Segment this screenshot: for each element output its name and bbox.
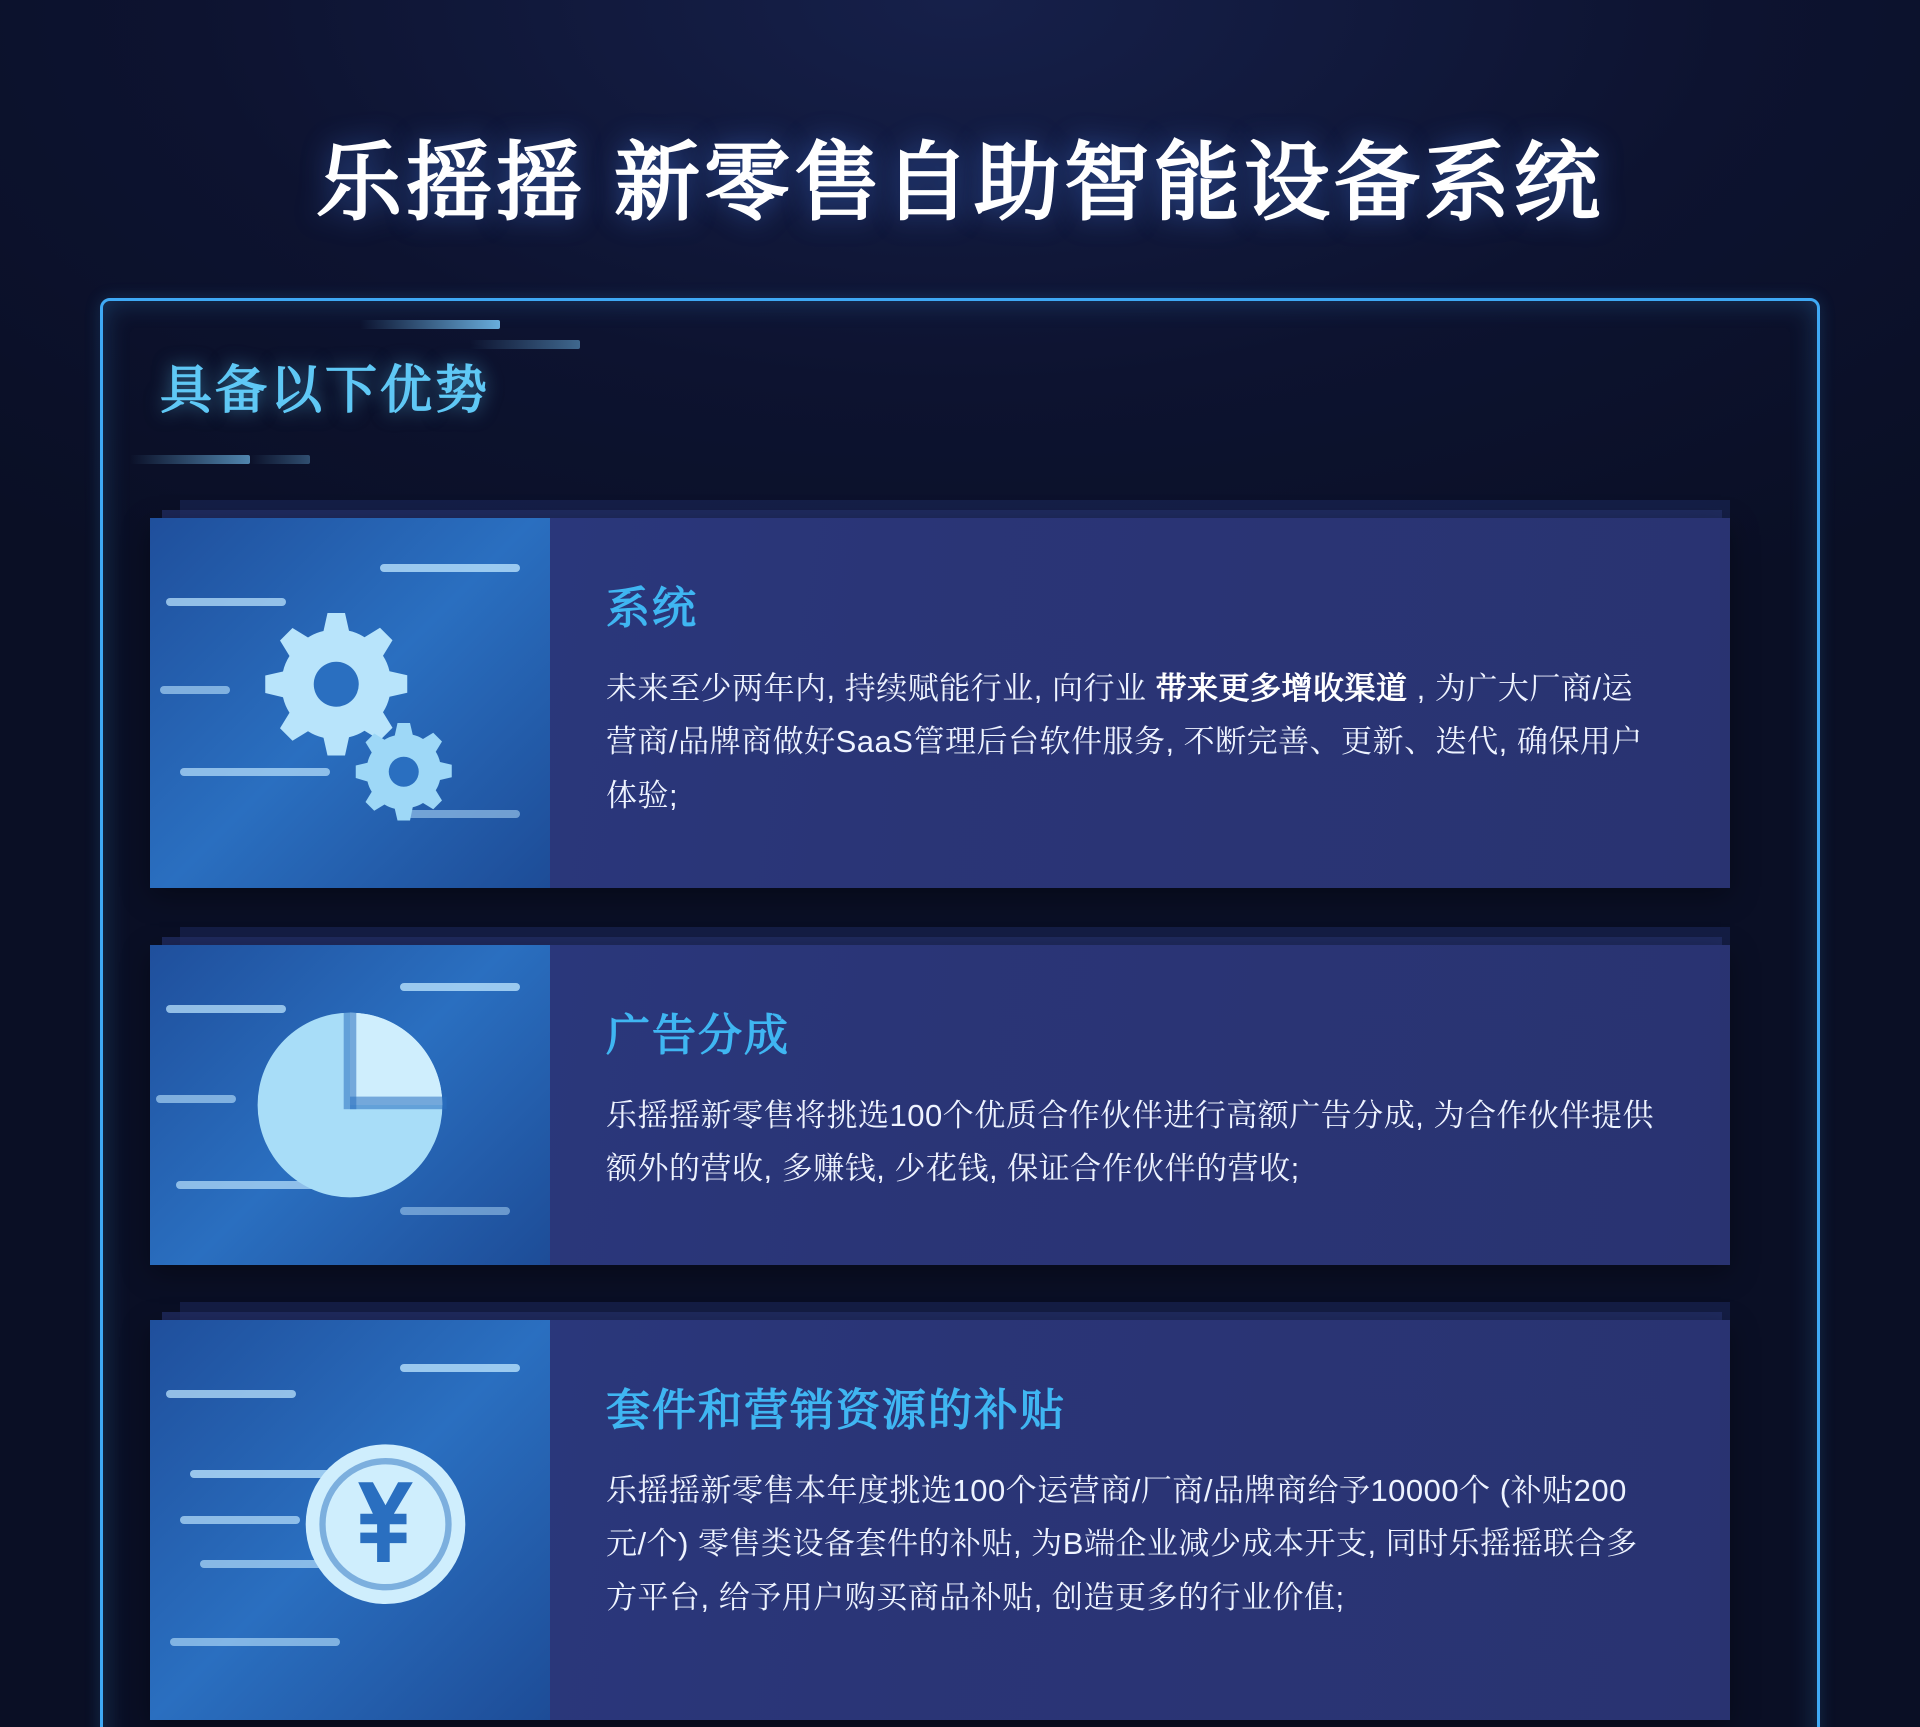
advantage-card-ad-revenue <box>150 945 1730 1265</box>
card-text-box <box>550 518 1730 888</box>
page-title: 乐摇摇 新零售自助智能设备系统 <box>316 135 1604 231</box>
card-text-box <box>550 1320 1730 1720</box>
decor-dash-4 <box>250 455 310 464</box>
card-description: 乐摇摇新零售将挑选100个优质合作伙伴进行高额广告分成, 为合作伙伴提供额外的营收, 多赚钱, 少花钱, 保证合作伙伴的营收; <box>606 1098 1654 1187</box>
card-title: 系统 <box>606 584 698 633</box>
panel-heading: 具备以下优势 <box>160 362 491 420</box>
card-title: 广告分成 <box>606 1011 790 1060</box>
card-text-after: , 为广大厂商/运营商/品牌商做好SaaS管理后台软件服务, 不断完善、更新、迭代, 确保用户体验; <box>606 671 1643 813</box>
card-description: 乐摇摇新零售本年度挑选100个运营商/厂商/品牌商给予10000个 (补贴200元/个) 零售类设备套件的补贴, 为B端企业减少成本开支, 同时乐摇摇联合多方平台, 给予用户购买商品补贴, 创造更多的行业价值; <box>606 1473 1638 1615</box>
card-body <box>150 945 1730 1265</box>
advantage-card-system <box>150 518 1730 888</box>
poster-title-wrap <box>0 135 1920 231</box>
decor-dash-1 <box>360 320 500 329</box>
card-body <box>150 518 1730 888</box>
gears-icon <box>150 518 550 888</box>
card-text-highlight: 带来更多增收渠道 <box>1155 671 1408 706</box>
card-text-box <box>550 945 1730 1265</box>
yuan-coin-icon <box>150 1320 550 1720</box>
card-text-before: 未来至少两年内, 持续赋能行业, 向行业 <box>606 671 1156 706</box>
card-description <box>606 662 1660 822</box>
card-icon-box <box>150 1320 550 1720</box>
pie-chart-icon <box>150 945 550 1265</box>
card-icon-box <box>150 945 550 1265</box>
card-icon-box <box>150 518 550 888</box>
decor-dash-3 <box>130 455 250 464</box>
card-body <box>150 1320 1730 1720</box>
advantage-card-subsidy <box>150 1320 1730 1720</box>
card-title: 套件和营销资源的补贴 <box>606 1386 1066 1435</box>
